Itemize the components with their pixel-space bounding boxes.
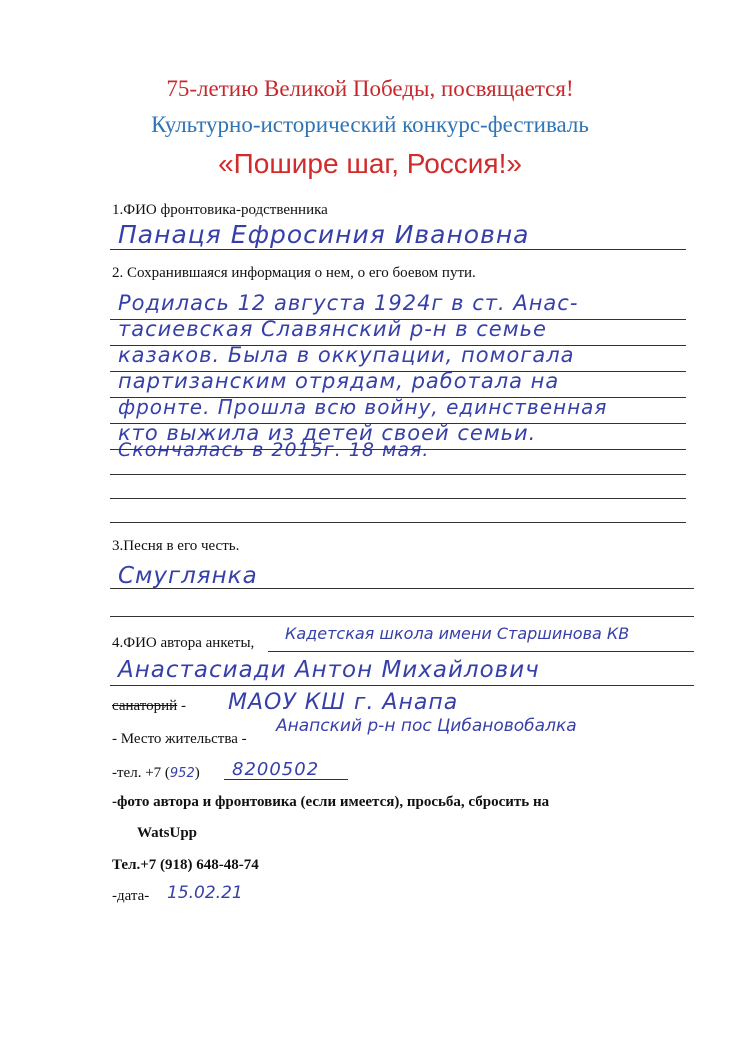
q2-answer-line-7: Скончалась в 2015г. 18 мая. (118, 439, 430, 461)
contact-phone: Тел.+7 (918) 648-48-74 (112, 857, 259, 873)
photo-note: -фото автора и фронтовика (если имеется), просьба, сбросить на (112, 794, 550, 810)
phone-underline (224, 779, 348, 780)
q2-line-2 (110, 345, 686, 346)
sanatorium-label: санаторий (112, 698, 178, 714)
sanatorium-value: МАОУ КШ г. Анапа (228, 690, 459, 715)
q1-answer: Панаця Ефросиния Ивановна (118, 220, 530, 249)
residence-label: - Место жительства - (112, 731, 247, 747)
q2-line-8 (110, 498, 686, 499)
q2-line-7 (110, 474, 686, 475)
header-title: «Пошире шаг, Россия!» (218, 148, 522, 179)
q2-line-4 (110, 397, 686, 398)
q4-line-1 (268, 651, 694, 652)
q2-line-6 (110, 449, 686, 450)
q2-answer-line-6: кто выжила из детей своей семьи. (118, 421, 537, 445)
q3-answer: Смуглянка (118, 563, 258, 589)
date-value: 15.02.21 (167, 883, 243, 903)
sanatorium-suffix: - (177, 698, 186, 714)
messenger-name: WatsUpp (137, 825, 198, 841)
q2-line-1 (110, 319, 686, 320)
q3-line-1 (110, 588, 694, 589)
q1-answer-line (110, 249, 686, 250)
residence-value: Анапский р-н пос Цибановобалка (276, 716, 577, 736)
q4-line-2 (110, 685, 694, 686)
q2-line-5 (110, 423, 686, 424)
q2-label: 2. Сохранившаяся информация о нем, о его боевом пути. (112, 265, 476, 281)
q3-line-2 (110, 616, 694, 617)
q4-author-name: Анастасиади Антон Михайлович (118, 657, 540, 683)
phone-prefix: -тел. +7 ( (112, 765, 170, 781)
phone-row (112, 765, 200, 782)
header-line-1: 75-летию Великой Победы, посвящается! (166, 76, 574, 101)
q3-label: 3.Песня в его честь. (112, 538, 240, 554)
date-label: -дата- (112, 888, 150, 904)
q2-answer-line-5: фронте. Прошла всю войну, единственная (118, 395, 608, 419)
phone-code: 952 (169, 766, 195, 781)
q4-school: Кадетская школа имени Старшинова КВ (285, 624, 630, 643)
q2-line-3 (110, 371, 686, 372)
q2-answer-line-3: казаков. Была в оккупации, помогала (118, 343, 575, 367)
sanatorium-row (112, 698, 186, 715)
header-line-2: Культурно-исторический конкурс-фестиваль (151, 112, 589, 137)
q2-answer-line-1: Родилась 12 августа 1924г в ст. Анас- (118, 291, 579, 315)
q2-answer-line-4: партизанским отрядам, работала на (118, 369, 560, 393)
q1-label: 1.ФИО фронтовика-родственника (112, 202, 328, 218)
q2-answer-line-2: тасиевская Славянский р-н в семье (118, 317, 547, 341)
q2-line-9 (110, 522, 686, 523)
q4-label: 4.ФИО автора анкеты, (112, 635, 255, 651)
phone-close: ) (194, 765, 200, 781)
phone-number: 8200502 (232, 759, 320, 780)
